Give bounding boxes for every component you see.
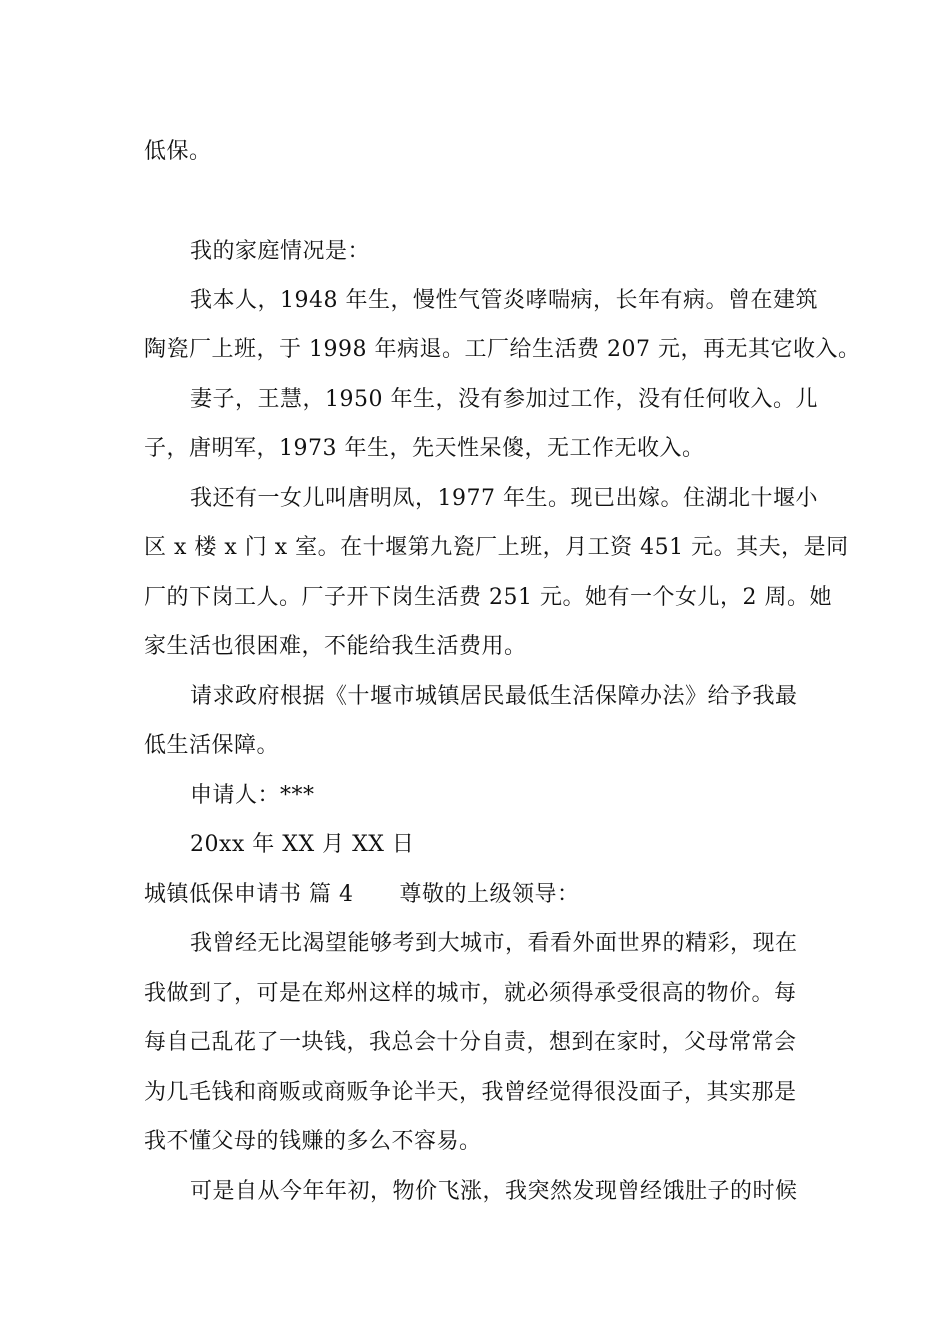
paragraph-line: 我还有一女儿叫唐明凤，1977 年生。现已出嫁。住湖北十堰小 <box>190 486 818 511</box>
paragraph-line: 陶瓷厂上班，于 1998 年病退。工厂给生活费 207 元，再无其它收入。 <box>144 337 861 362</box>
section-heading-row <box>144 880 580 910</box>
salutation: 尊敬的上级领导： <box>399 882 580 907</box>
paragraph-line: 我曾经无比渴望能够考到大城市，看看外面世界的精彩，现在 <box>190 931 798 956</box>
paragraph-line: 家生活也很困难，不能给我生活费用。 <box>144 634 527 659</box>
paragraph-line: 区 x 楼 x 门 x 室。在十堰第九瓷厂上班，月工资 451 元。其夫，是同 <box>144 535 849 560</box>
paragraph-line: 我的家庭情况是： <box>190 239 371 264</box>
paragraph-line: 为几毛钱和商贩或商贩争论半天，我曾经觉得很没面子，其实那是 <box>144 1080 797 1105</box>
paragraph-line: 请求政府根据《十堰市城镇居民最低生活保障办法》给予我最 <box>190 684 798 709</box>
paragraph-line: 我不懂父母的钱赚的多么不容易。 <box>144 1129 482 1154</box>
applicant-line: 申请人：*** <box>190 783 315 808</box>
paragraph-line: 我做到了，可是在郑州这样的城市，就必须得承受很高的物价。每 <box>144 981 797 1006</box>
paragraph-line: 可是自从今年年初，物价飞涨，我突然发现曾经饿肚子的时候 <box>190 1179 798 1204</box>
paragraph-line: 低保。 <box>144 139 212 164</box>
section-heading: 城镇低保申请书 篇 4 <box>144 882 354 907</box>
paragraph-line: 我本人，1948 年生，慢性气管炎哮喘病，长年有病。曾在建筑 <box>190 288 818 313</box>
paragraph-line: 厂的下岗工人。厂子开下岗生活费 251 元。她有一个女儿，2 周。她 <box>144 585 832 610</box>
paragraph-line: 每自己乱花了一块钱，我总会十分自责，想到在家时，父母常常会 <box>144 1030 797 1055</box>
paragraph-line: 子，唐明军，1973 年生，先天性呆傻，无工作无收入。 <box>144 436 705 461</box>
date-line: 20xx 年 XX 月 XX 日 <box>190 832 415 857</box>
paragraph-line: 低生活保障。 <box>144 733 280 758</box>
paragraph-line: 妻子，王慧，1950 年生，没有参加过工作，没有任何收入。儿 <box>190 387 818 412</box>
